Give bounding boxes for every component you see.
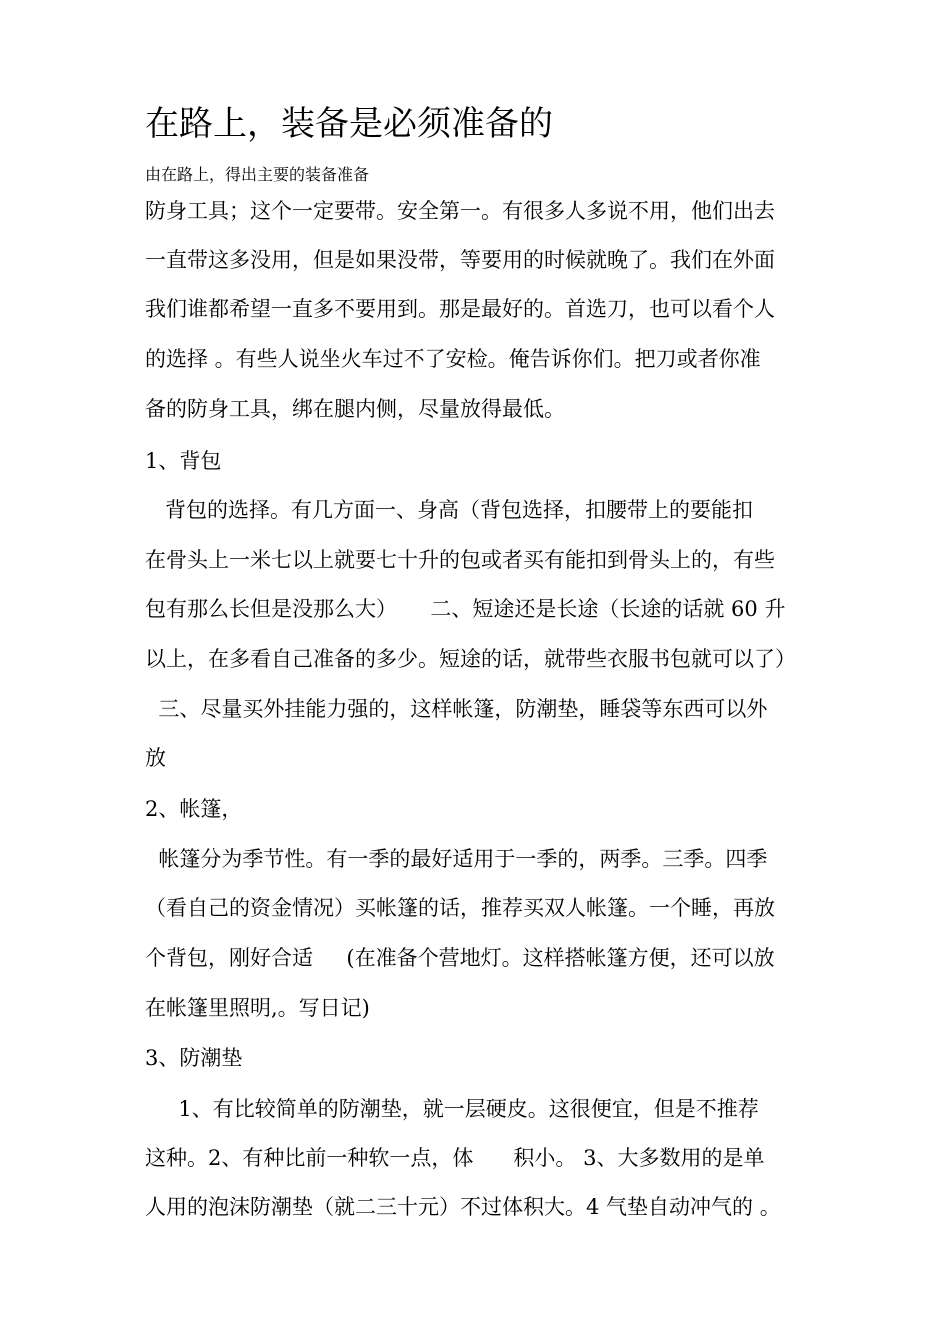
body-line: （看自己的资金情况）买帐篷的话，推荐买双人帐篷。一个睡，再放	[145, 896, 775, 920]
body-line: 背包的选择。有几方面一、身高（背包选择，扣腰带上的要能扣	[145, 498, 754, 522]
body-line: 帐篷分为季节性。有一季的最好适用于一季的，两季。三季。四季	[145, 847, 768, 871]
body-line: 这种。2、有种比前一种软一点，体 积小。 3、大多数用的是单	[145, 1146, 765, 1170]
body-line: 人用的泡沫防潮垫（就二三十元）不过体积大。4 气垫自动冲气的 。	[145, 1195, 781, 1219]
body-line: 在骨头上一米七以上就要七十升的包或者买有能扣到骨头上的，有些	[145, 548, 775, 572]
document-subtitle: 由在路上，得出主要的装备准备	[145, 165, 370, 184]
body-line: 1、有比较简单的防潮垫，就一层硬皮。这很便宜，但是不推荐	[145, 1097, 759, 1121]
document-title: 在路上，装备是必须准备的	[145, 104, 553, 144]
body-line: 以上，在多看自己准备的多少。短途的话，就带些衣服书包就可以了）	[145, 647, 796, 671]
body-line: 备的防身工具，绑在腿内侧，尽量放得最低。	[145, 397, 565, 421]
body-line: 包有那么长但是没那么大） 二、短途还是长途（长途的话就 60 升	[145, 597, 786, 621]
body-line: 的选择 。有些人说坐火车过不了安检。俺告诉你们。把刀或者你准	[145, 347, 761, 371]
body-line: 三、尽量买外挂能力强的，这样帐篷，防潮垫，睡袋等东西可以外	[145, 697, 768, 721]
section-heading: 1、背包	[145, 449, 222, 473]
section-heading: 3、防潮垫	[145, 1046, 243, 1070]
body-line: 一直带这多没用，但是如果没带，等要用的时候就晚了。我们在外面	[145, 248, 775, 272]
body-line: 防身工具；这个一定要带。安全第一。有很多人多说不用，他们出去	[145, 199, 775, 223]
section-heading: 2、帐篷，	[145, 797, 243, 821]
body-line: 在帐篷里照明,。写日记)	[145, 996, 370, 1020]
body-line: 放	[145, 746, 166, 770]
body-line: 个背包，刚好合适 (在准备个营地灯。这样搭帐篷方便，还可以放	[145, 946, 775, 970]
body-line: 我们谁都希望一直多不要用到。那是最好的。首选刀，也可以看个人	[145, 297, 775, 321]
